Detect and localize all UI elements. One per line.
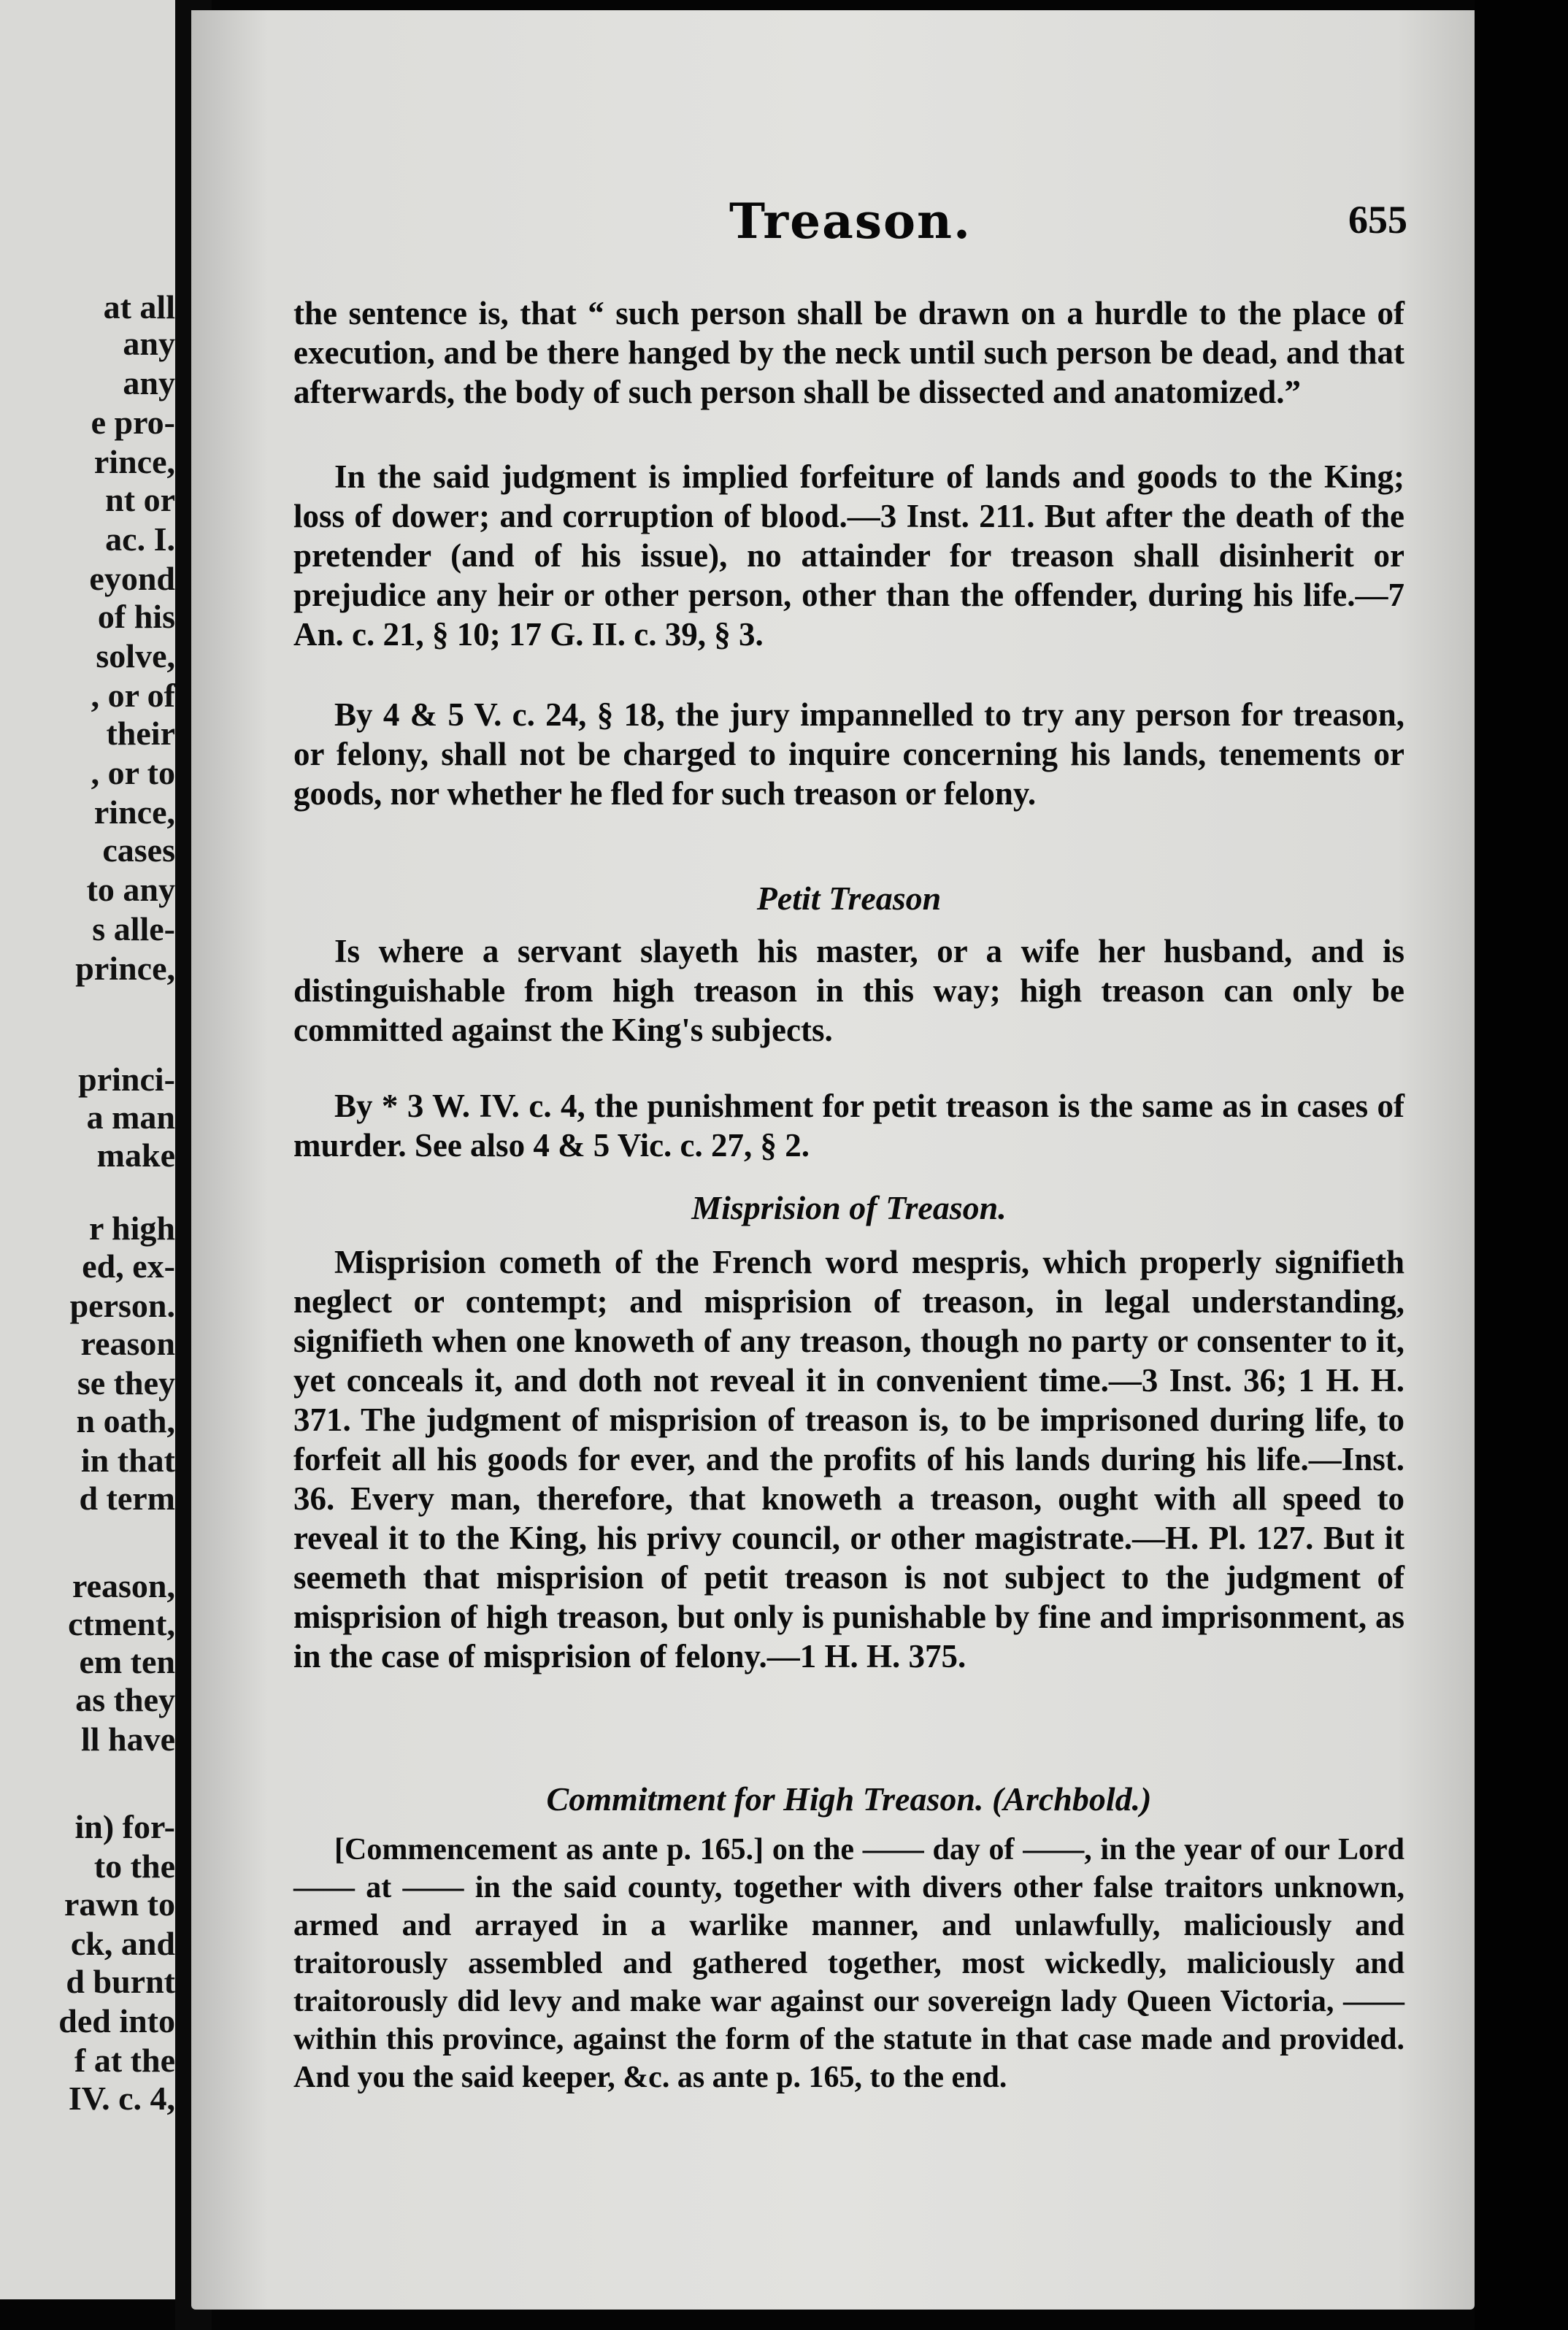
left-page-fragment-line: s alle- xyxy=(92,910,175,947)
left-page-fragment-line: at all xyxy=(103,288,175,326)
left-page-fragment-line: ck, and xyxy=(70,1925,175,1962)
left-page-fragment-line: n oath, xyxy=(76,1402,175,1439)
heading-petit-treason: Petit Treason xyxy=(756,880,942,917)
left-page-fragment-line: to the xyxy=(93,1848,175,1885)
left-page-fragment-line: in) for- xyxy=(74,1808,175,1845)
left-page-fragment-line: f at the xyxy=(74,2042,175,2079)
left-page-fragment-line: cases xyxy=(102,831,175,869)
left-page-fragment-line: solve, xyxy=(96,637,175,674)
left-page-fragment-line: ac. I. xyxy=(105,520,175,558)
heading-commitment: Commitment for High Treason. (Archbold.) xyxy=(546,1780,1152,1818)
paragraph-forfeiture: In the said judgment is implied forfeiture of lands and goods to the King; loss of dower; and corruption of blood.—3 Inst. 211. But after the death of the pretender (and of his issue), no attainder for treason shall disinherit or prejudice any heir or other person, other than the offender, during his life.—7 An. c. 21, § 10; 17 G. II. c. 39, § 3. xyxy=(293,458,1404,653)
left-page-fragment-line: person. xyxy=(69,1287,175,1324)
left-page-fragment xyxy=(0,0,175,2299)
right-page xyxy=(191,10,1475,2310)
left-page-fragment-line: , or of xyxy=(91,677,175,714)
left-page-fragment-line: rawn to xyxy=(64,1885,175,1923)
left-page-fragment-line: princi- xyxy=(78,1061,175,1098)
left-page-fragment-line: as they xyxy=(75,1681,175,1718)
left-page-fragment-line: em ten xyxy=(79,1643,175,1680)
left-page-fragment-line: prince, xyxy=(75,950,175,987)
left-page-fragment-line: make xyxy=(96,1137,175,1174)
left-page-fragment-line: IV. c. 4, xyxy=(68,2080,175,2117)
paragraph-punishment: By * 3 W. IV. c. 4, the punishment for petit treason is the same as in cases of murder. See also 4 & 5 Vic. c. 27, § 2. xyxy=(293,1088,1404,1164)
left-page-fragment-line: nt or xyxy=(105,481,175,518)
paragraph-jury: By 4 & 5 V. c. 24, § 18, the jury impannelled to try any person for treason, or felony, shall not be charged to inquire concerning his lands, tenements or goods, nor whether he fled for such treason or felony. xyxy=(293,696,1404,812)
running-head xyxy=(293,193,1407,251)
scan-right-border xyxy=(1475,0,1568,2330)
left-page-fragment-line: reason xyxy=(80,1325,175,1362)
left-page-fragment-line: ll have xyxy=(80,1720,175,1758)
left-page-fragment-line: rince, xyxy=(93,443,175,480)
paragraph-sentence: the sentence is, that “ such person shall be drawn on a hurdle to the place of execution, and be there hanged by the neck until such person be dead, and that afterwards, the body of such person shall be dissected and anatomized.” xyxy=(293,295,1404,410)
page-title: Treason. xyxy=(729,193,972,250)
left-page-fragment-line: a man xyxy=(86,1099,175,1136)
left-page-fragment-line: eyond xyxy=(89,560,175,597)
left-page-fragment-line: r high xyxy=(88,1210,175,1247)
left-page-fragment-line: reason, xyxy=(72,1567,175,1604)
left-page-fragment-line: ctment, xyxy=(68,1605,175,1642)
left-page-fragment-line: in that xyxy=(80,1442,175,1479)
left-page-fragment-line: any xyxy=(123,364,175,401)
left-page-fragment-line: d term xyxy=(79,1480,175,1517)
paragraph-petit-treason: Is where a servant slayeth his master, or a wife her husband, and is distinguishable from high treason in this way; high treason can only be committed against the King's subjects. xyxy=(293,933,1404,1048)
left-page-fragment-line: ded into xyxy=(58,2002,175,2039)
paragraph-commitment-form: [Commencement as ante p. 165.] on the —— day of ——, in the year of our Lord —— at —— in the said county, together with divers other false traitors unknown, armed and arrayed in a warlike manner, and unlawfully, maliciously and traitorously assembled and gathered together, most wickedly, maliciously and traitorously did levy and make war against our sovereign lady Queen Victoria, —— within this province, against the form of the statute in that case made and provided. And you the said keeper, &c. as ante p. 165, to the end. xyxy=(293,1833,1404,2094)
left-page-fragment-line: to any xyxy=(86,871,175,908)
heading-misprision: Misprision of Treason. xyxy=(691,1189,1007,1226)
left-page-fragment-line: any xyxy=(123,325,175,362)
left-page-fragment-line: e pro- xyxy=(91,404,175,441)
page-number: 655 xyxy=(1348,198,1407,242)
left-page-fragment-line: d burnt xyxy=(66,1963,175,2000)
left-page-fragment-line: rince, xyxy=(93,793,175,831)
left-page-fragment-line: ed, ex- xyxy=(82,1247,175,1285)
paragraph-misprision: Misprision cometh of the French word mespris, which properly signifieth neglect or contempt; and misprision of treason, in legal understanding, signifieth when one knoweth of any treason, though no party or consenter to it, yet conceals it, and doth not reveal it in convenient time.—3 Inst. 36; 1 H. H. 371. The judgment of misprision of treason is, to be imprisoned during life, to forfeit all his goods for ever, and the profits of his lands during his life.—Inst. 36. Every man, therefore, that knoweth a treason, ought with all speed to reveal it to the King, his privy council, or other magistrate.—H. Pl. 127. But it seemeth that misprision of petit treason is not subject to the judgment of misprision of high treason, but only is punishable by fine and imprisonment, as in the case of misprision of felony.—1 H. H. 375. xyxy=(293,1244,1404,1675)
left-page-fragment-line: of his xyxy=(97,598,175,635)
left-page-fragment-line: their xyxy=(106,715,175,752)
left-page-fragment-line: , or to xyxy=(91,754,175,791)
left-page-fragment-line: se they xyxy=(77,1364,175,1402)
